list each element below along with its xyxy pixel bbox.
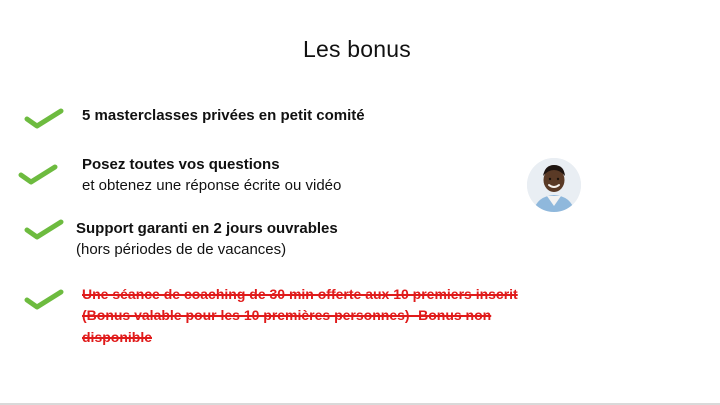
- checkmark-icon: [24, 217, 64, 243]
- bullet-4-line-2: (Bonus valable pour les 10 premières personnes)- Bonus non: [82, 307, 492, 323]
- bullet-4-line-3: disponible: [82, 329, 152, 345]
- bullet-4-line-1: Une séance de coaching de 30 min offerte aux 10 premiers inscrit: [82, 286, 518, 302]
- bullet-1-line-1: 5 masterclasses privées en petit comité: [82, 107, 365, 124]
- checkmark-icon: [24, 106, 64, 132]
- avatar: [527, 158, 581, 212]
- bullet-2-line-1: Posez toutes vos questions: [82, 156, 280, 173]
- checkmark-icon: [24, 287, 64, 313]
- bullet-3-line-2: (hors périodes de de vacances): [76, 241, 287, 258]
- checkmark-icon: [18, 162, 58, 188]
- bullet-3-line-1: Support garanti en 2 jours ouvrables: [76, 220, 338, 237]
- slide-title: Les bonus: [303, 36, 411, 62]
- bullet-2-line-2: et obtenez une réponse écrite ou vidéo: [82, 177, 342, 194]
